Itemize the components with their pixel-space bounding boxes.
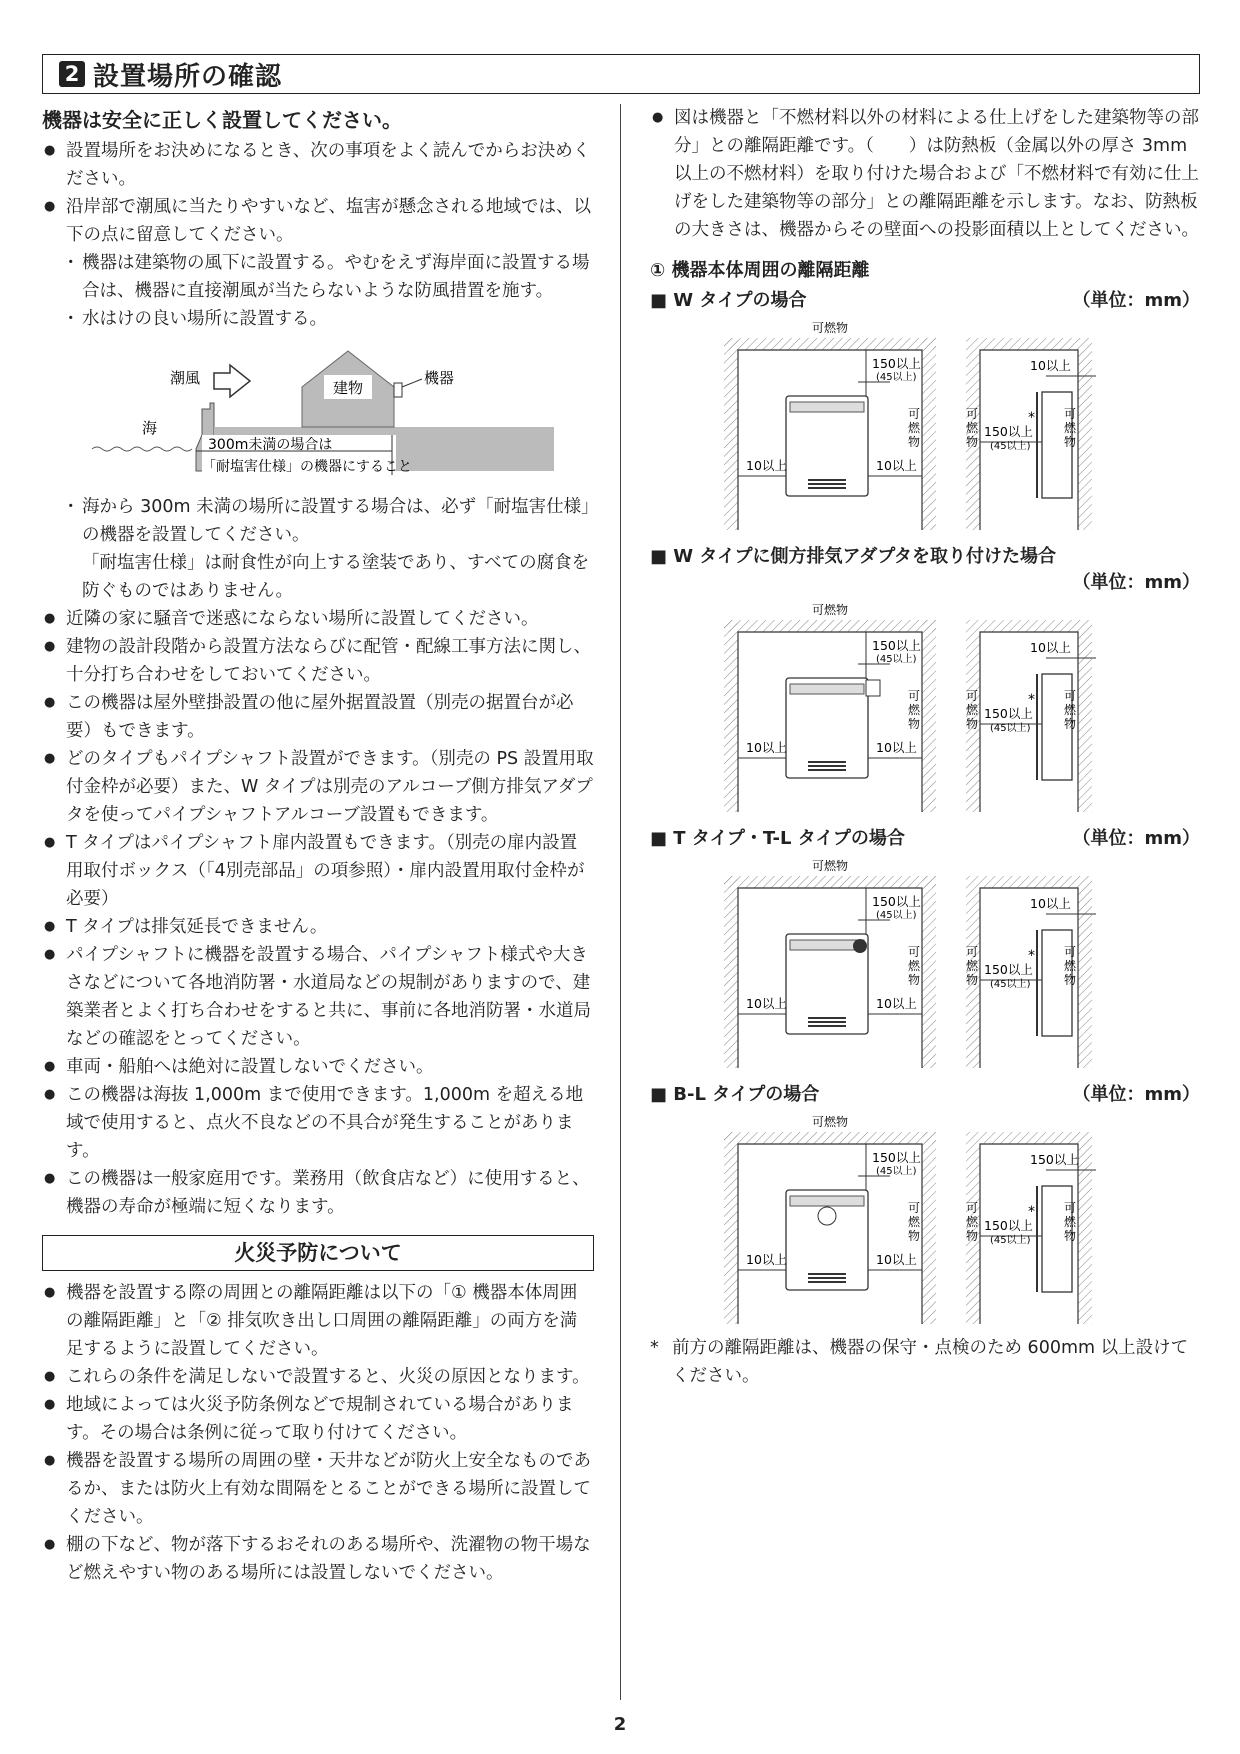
bullet-list-2: [42, 605, 594, 1221]
list-item: ● 図は機器と「不燃材料以外の材料による仕上げをした建築物等の部分」との離隔距離です。（ ）は防熱板（金属以外の厚さ 3mm 以上の不燃材料）を取り付けた場合および「不燃材料で有効に仕上げをした建築物等の部分」との離隔距離を示します。なお、防熱板の大きさは、機器からその壁面への投影面積以上としてください。: [650, 104, 1200, 244]
front-clearance: 150以上: [984, 706, 1033, 721]
left-column: [42, 104, 594, 1587]
combustible-vertical-label: 物: [965, 973, 979, 987]
combustible-vertical-label: 物: [907, 973, 921, 987]
device-leader: [402, 379, 422, 387]
side-hatched-ceiling: [980, 338, 1078, 350]
combustible-vertical-label: 物: [965, 1229, 979, 1243]
footnote-asterisk: *: [650, 1338, 659, 1358]
top-clearance: 150以上: [872, 894, 921, 909]
combustible-vertical-label: 燃: [907, 703, 921, 717]
device-top-panel: [790, 1196, 864, 1206]
footnote: [650, 1334, 1200, 1390]
hatched-wall-right: [922, 876, 936, 1068]
combustible-vertical-label: 燃: [1063, 421, 1077, 435]
list-item: ● 設置場所をお決めになるとき、次の事項をよく読んでからお決めください。: [42, 137, 594, 193]
right-clearance: 10以上: [876, 996, 917, 1011]
combustible-vertical-label: 物: [965, 717, 979, 731]
distance-text-1: 300m未満の場合は: [208, 437, 333, 453]
asterisk-mark: *: [1028, 410, 1035, 426]
side-hatched-ceiling: [980, 620, 1078, 632]
combustible-label: 可燃物: [811, 321, 849, 335]
combustible-vertical-label: 可: [907, 1201, 921, 1215]
hatched-ceiling: [724, 620, 936, 632]
figure-title: ■ T タイプ・T-L タイプの場合: [650, 828, 905, 849]
side-rear-clearance: 10以上: [1030, 358, 1071, 373]
side-adapter: [866, 680, 880, 696]
lead-heading: 機器は安全に正しく設置してください。: [42, 108, 402, 132]
list-item: ● どのタイプもパイプシャフト設置ができます。（別売の PS 設置用取付金枠が必要）また、W タイプは別売のアルコーブ側方排気アダプタを使ってパイプシャフトアルコーブ設置もできます。: [42, 745, 594, 829]
side-hatched-right: [1078, 620, 1092, 812]
top-clearance: 150以上: [872, 1150, 921, 1165]
section-title: 設置場所の確認: [93, 61, 283, 92]
combustible-label: 可燃物: [811, 1115, 849, 1129]
sea-wave: [92, 447, 192, 451]
clearance-figures: [650, 286, 1200, 1324]
list-item: ● 機器を設置する場所の周囲の壁・天井などが防火上安全なものであるか、または防火上有効な間隔をとることができる場所に設置してください。: [42, 1447, 594, 1531]
page-number: 2: [613, 1714, 627, 1735]
combustible-vertical-label: 物: [1063, 1229, 1077, 1243]
sub-list-1: [42, 249, 594, 333]
clearance-diagram: [650, 856, 1200, 1068]
top-clearance-sub: (45以上): [876, 372, 917, 383]
combustible-vertical-label: 燃: [965, 959, 979, 973]
list-item: ● これらの条件を満足しないで設置すると、火災の原因となります。: [42, 1363, 594, 1391]
top-clearance-sub: (45以上): [876, 910, 917, 921]
right-clearance: 10以上: [876, 458, 917, 473]
exhaust-port: [818, 1207, 836, 1225]
combustible-vertical-label: 燃: [965, 421, 979, 435]
combustible-vertical-label: 燃: [965, 703, 979, 717]
clearance-diagram: [650, 1112, 1200, 1324]
fire-prevention-heading: 火災予防について: [42, 1235, 594, 1271]
list-item: ● 近隣の家に騒音で迷惑にならない場所に設置してください。: [42, 605, 594, 633]
front-clearance: 150以上: [984, 424, 1033, 439]
footnote-text: 前方の離隔距離は、機器の保守・点検のため 600mm 以上設けてください。: [672, 1338, 1189, 1386]
asterisk-mark: *: [1028, 948, 1035, 964]
combustible-vertical-label: 物: [907, 717, 921, 731]
combustible-label: 可燃物: [811, 603, 849, 617]
clearance-figure: [650, 286, 1200, 530]
combustible-vertical-label: 物: [1063, 973, 1077, 987]
side-rear-clearance: 10以上: [1030, 896, 1071, 911]
sub-item: ・ 水はけの良い場所に設置する。: [64, 305, 594, 333]
combustible-vertical-label: 物: [907, 1229, 921, 1243]
combustible-vertical-label: 燃: [907, 1215, 921, 1229]
combustible-vertical-label: 燃: [907, 959, 921, 973]
list-item: ● T タイプはパイプシャフト扉内設置もできます。（別売の扉内設置用取付ボックス（「4別売部品」の項参照）・扉内設置用取付金枠が必要）: [42, 829, 594, 913]
combustible-vertical-label: 可: [1063, 945, 1077, 959]
device-top-panel: [790, 684, 864, 694]
clearance-figure: [650, 824, 1200, 1068]
front-clearance-sub: (45以上): [990, 441, 1031, 452]
figure-title: ■ W タイプに側方排気アダプタを取り付けた場合: [650, 546, 1056, 567]
list-item: ● この機器は屋外壁掛設置の他に屋外据置設置（別売の据置台が必要）もできます。: [42, 689, 594, 745]
side-rear-clearance: 150以上: [1030, 1152, 1079, 1167]
combustible-vertical-label: 可: [907, 945, 921, 959]
clearance-diagram: [650, 600, 1200, 812]
hatched-ceiling: [724, 876, 936, 888]
device-label: 機器: [424, 369, 455, 387]
hatched-wall-left: [724, 876, 738, 1068]
combustible-vertical-label: 可: [907, 689, 921, 703]
front-clearance-sub: (45以上): [990, 1235, 1031, 1246]
device-top-panel: [790, 940, 864, 950]
distance-text-2: 「耐塩害仕様」の機器にすること: [202, 459, 412, 475]
list-item: ● 建物の設計段階から設置方法ならびに配管・配線工事方法に関し、十分打ち合わせをしておいてください。: [42, 633, 594, 689]
left-clearance: 10以上: [746, 740, 787, 755]
clearance-figure: [650, 542, 1200, 812]
combustible-vertical-label: 可: [965, 945, 979, 959]
front-clearance: 150以上: [984, 1218, 1033, 1233]
column-divider: [620, 104, 621, 1700]
device-top-panel: [790, 402, 864, 412]
side-rear-clearance: 10以上: [1030, 640, 1071, 655]
list-item: ● 地域によっては火災予防条例などで規制されている場合があります。その場合は条例に従って取り付けてください。: [42, 1391, 594, 1447]
sub-list-2: [42, 493, 594, 605]
figure-title: ■ W タイプの場合: [650, 290, 807, 311]
side-hatched-ceiling: [980, 1132, 1078, 1144]
front-clearance-sub: (45以上): [990, 723, 1031, 734]
figure-title: ■ B-L タイプの場合: [650, 1084, 820, 1105]
right-clearance: 10以上: [876, 1252, 917, 1267]
top-clearance: 150以上: [872, 638, 921, 653]
side-hatched-ceiling: [980, 876, 1078, 888]
top-clearance-sub: (45以上): [876, 654, 917, 665]
list-item: ● T タイプは排気延長できません。: [42, 913, 594, 941]
front-clearance-sub: (45以上): [990, 979, 1031, 990]
hatched-wall-right: [922, 338, 936, 530]
list-item: ● この機器は一般家庭用です。業務用（飲食店など）に使用すると、機器の寿命が極端に短くなります。: [42, 1165, 594, 1221]
left-clearance: 10以上: [746, 458, 787, 473]
hatched-wall-left: [724, 338, 738, 530]
combustible-vertical-label: 物: [965, 435, 979, 449]
side-hatched-right: [1078, 876, 1092, 1068]
combustible-vertical-label: 物: [907, 435, 921, 449]
clearance-section-label: ① 機器本体周囲の離隔距離: [650, 260, 870, 281]
sub-item: ・ 海から 300m 未満の場所に設置する場合は、必ず「耐塩害仕様」の機器を設置してください。: [64, 493, 594, 549]
figure-header: [650, 542, 1200, 568]
top-clearance: 150以上: [872, 356, 921, 371]
unit-label: （単位：mm）: [1072, 572, 1200, 593]
figure-header: [650, 286, 1200, 312]
sea-label: 海: [142, 419, 158, 437]
list-item: ● 機器を設置する際の周囲との離隔距離は以下の「① 機器本体周囲の離隔距離」と「② 排気吹き出し口周囲の離隔距離」の両方を満足するように設置してください。: [42, 1279, 594, 1363]
combustible-vertical-label: 物: [1063, 717, 1077, 731]
unit-label: （単位：mm）: [1072, 828, 1200, 849]
combustible-label: 可燃物: [811, 859, 849, 873]
combustible-vertical-label: 燃: [1063, 959, 1077, 973]
combustible-vertical-label: 可: [965, 689, 979, 703]
combustible-vertical-label: 可: [1063, 407, 1077, 421]
combustible-vertical-label: 燃: [1063, 703, 1077, 717]
section-title-bar: [42, 54, 1200, 94]
combustible-vertical-label: 燃: [965, 1215, 979, 1229]
right-clearance: 10以上: [876, 740, 917, 755]
list-item: ● パイプシャフトに機器を設置する場合、パイプシャフト様式や大きさなどについて各地消防署・水道局などの規制がありますので、建築業者とよく打ち合わせをすると共に、事前に各地消防署・水道局などの確認をとってください。: [42, 941, 594, 1053]
combustible-vertical-label: 可: [1063, 689, 1077, 703]
combustible-vertical-label: 可: [965, 1201, 979, 1215]
exhaust-port: [853, 939, 867, 953]
hatched-wall-right: [922, 1132, 936, 1324]
combustible-vertical-label: 燃: [907, 421, 921, 435]
hatched-wall-right: [922, 620, 936, 812]
device-icon: [394, 383, 402, 397]
building-label: 建物: [332, 379, 364, 397]
unit-label: （単位：mm）: [1072, 1084, 1200, 1105]
combustible-vertical-label: 可: [907, 407, 921, 421]
hatched-wall-left: [724, 1132, 738, 1324]
left-clearance: 10以上: [746, 996, 787, 1011]
left-clearance: 10以上: [746, 1252, 787, 1267]
coast-diagram: [42, 339, 594, 489]
section-number: 2: [59, 61, 85, 87]
side-hatched-right: [1078, 338, 1092, 530]
hatched-ceiling: [724, 338, 936, 350]
figure-header: [650, 1080, 1200, 1106]
combustible-vertical-label: 物: [1063, 435, 1077, 449]
figure-unit-row: [650, 568, 1200, 594]
clearance-diagram: [650, 318, 1200, 530]
list-item: ● 棚の下など、物が落下するおそれのある場所や、洗濯物の物干場など燃えやすい物のある場所には設置しないでください。: [42, 1531, 594, 1587]
list-item: ● この機器は海抜 1,000m まで使用できます。1,000m を超える地域で使用すると、点火不良などの不具合が発生することがあります。: [42, 1081, 594, 1165]
figure-header: [650, 824, 1200, 850]
bullet-list-1: [42, 137, 594, 249]
hatched-wall-left: [724, 620, 738, 812]
hatched-ceiling: [724, 1132, 936, 1144]
top-clearance-sub: (45以上): [876, 1166, 917, 1177]
right-column: [650, 104, 1200, 1390]
unit-label: （単位：mm）: [1072, 290, 1200, 311]
wind-label: 潮風: [170, 369, 201, 387]
combustible-vertical-label: 燃: [1063, 1215, 1077, 1229]
combustible-vertical-label: 可: [1063, 1201, 1077, 1215]
fire-list: [42, 1279, 594, 1587]
side-hatched-right: [1078, 1132, 1092, 1324]
combustible-vertical-label: 可: [965, 407, 979, 421]
front-clearance: 150以上: [984, 962, 1033, 977]
sub-item: 「耐塩害仕様」は耐食性が向上する塗装であり、すべての腐食を防ぐものではありません。: [82, 553, 590, 601]
asterisk-mark: *: [1028, 692, 1035, 708]
wind-arrow-icon: [214, 365, 250, 397]
asterisk-mark: *: [1028, 1204, 1035, 1220]
intro-list: [650, 104, 1200, 244]
list-item: ● 沿岸部で潮風に当たりやすいなど、塩害が懸念される地域では、以下の点に留意してください。: [42, 193, 594, 249]
sub-item: ・ 機器は建築物の風下に設置する。やむをえず海岸面に設置する場合は、機器に直接潮風が当たらないような防風措置を施す。: [64, 249, 594, 305]
clearance-figure: [650, 1080, 1200, 1324]
list-item: ● 車両・船舶へは絶対に設置しないでください。: [42, 1053, 594, 1081]
